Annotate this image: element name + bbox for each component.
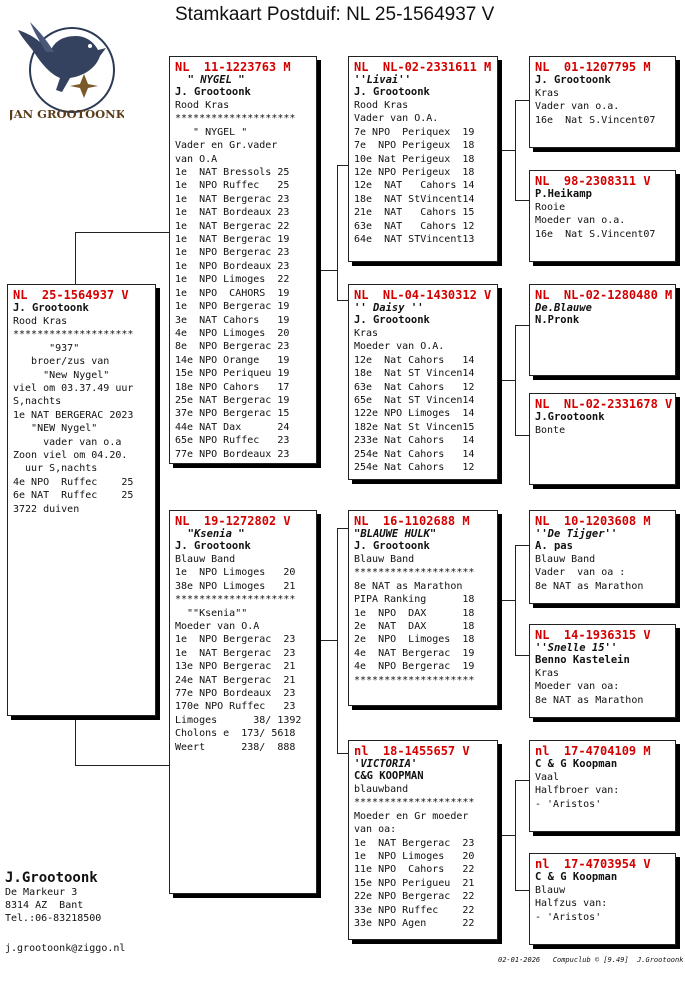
- owner-email[interactable]: j.grootoonk@ziggo.nl: [5, 943, 126, 954]
- info-line: 3722 duiven: [13, 503, 80, 515]
- breeder-name: J. Grootoonk: [354, 86, 430, 98]
- info-line: Rood Kras: [175, 100, 230, 111]
- pigeon-name: ''Snelle 15'': [535, 642, 618, 654]
- info-line: 64e NAT STVincent13: [354, 234, 475, 246]
- owner-phone: Tel.:06-83218500: [5, 913, 102, 924]
- pigeon-card-father[interactable]: [169, 56, 317, 464]
- info-line: Blauw Band: [175, 554, 236, 565]
- info-line: uur S,nachts: [13, 463, 98, 475]
- owner-info: [5, 870, 101, 925]
- breeder-name: C&G KOOPMAN: [354, 770, 424, 782]
- info-line: blauwband: [354, 784, 409, 795]
- info-line: 6e NAT Ruffec 25: [13, 490, 134, 502]
- info-line: Moeder van o.a.: [535, 215, 626, 227]
- info-line: Vader en Gr.vader: [175, 140, 278, 152]
- info-line: 15e NPO Perigueu 21: [354, 877, 475, 889]
- info-line: 65e NPO Ruffec 23: [175, 435, 290, 447]
- info-line: ********************: [13, 329, 134, 341]
- info-line: 14e NPO Orange 19: [175, 354, 290, 366]
- ring-number: NL 14-1936315 V: [535, 628, 651, 642]
- pigeon-card-mother[interactable]: [169, 510, 317, 894]
- info-line: 25e NAT Bergerac 19: [175, 394, 290, 406]
- ring-number: NL 25-1564937 V: [13, 288, 129, 302]
- breeder-name: J. Grootoonk: [175, 86, 251, 98]
- info-line: Rood Kras: [13, 316, 68, 327]
- pigeon-card-mother-father[interactable]: [348, 510, 498, 706]
- info-line: 1e NPO Bergerac 23: [175, 634, 296, 646]
- info-line: viel om 03.37.49 uur: [13, 383, 134, 395]
- owner-name: J.Grootoonk: [5, 870, 98, 886]
- breeder-name: C & G Koopman: [535, 871, 618, 883]
- info-line: 33e NPO Agen 22: [354, 918, 475, 930]
- info-line: 1e NAT Bergerac 23: [175, 193, 290, 205]
- info-line: 1e NAT BERGERAC 2023: [13, 409, 134, 421]
- info-line: 18e NPO Cahors 17: [175, 381, 290, 393]
- pigeon-name: "BLAUWE HULK": [354, 528, 437, 540]
- info-line: 63e NAT Cahors 12: [354, 220, 475, 232]
- info-line: Kras: [535, 668, 560, 679]
- info-line: Cholons e 173/ 5618: [175, 728, 296, 740]
- info-line: 18e NAT StVincent14: [354, 193, 475, 205]
- info-line: "New Nygel": [13, 369, 110, 381]
- info-line: 170e NPO Ruffec 23: [175, 701, 296, 713]
- info-line: Vaal: [535, 772, 560, 783]
- info-line: 1e NAT Bordeaux 23: [175, 207, 290, 219]
- owner-address: De Markeur 3: [5, 887, 78, 898]
- breeder-name: J. Grootoonk: [13, 302, 89, 314]
- info-line: 1e NPO Limoges 20: [175, 567, 296, 579]
- info-line: 77e NPO Bordeaux 23: [175, 448, 290, 460]
- pigeon-name: "Ksenia ": [175, 528, 245, 540]
- pigeon-card-mff[interactable]: [529, 510, 676, 604]
- info-line: ********************: [354, 567, 475, 579]
- info-line: ********************: [354, 674, 475, 686]
- ring-number: NL NL-02-1280480 M: [535, 288, 673, 302]
- info-line: Blauw Band: [535, 554, 596, 565]
- info-line: Moeder van O.A.: [354, 341, 445, 353]
- pigeon-card-fff[interactable]: [529, 56, 676, 148]
- breeder-name: J. Grootoonk: [535, 74, 611, 86]
- info-line: 8e NAT as Marathon: [354, 580, 463, 592]
- info-line: 44e NAT Dax 24: [175, 421, 290, 433]
- breeder-name: J.Grootoonk: [535, 411, 605, 423]
- pigeon-card-mmf[interactable]: [529, 740, 676, 832]
- pigeon-card-fmf[interactable]: [529, 284, 676, 376]
- info-line: 7e NPO Perigeux 18: [354, 140, 475, 152]
- pigeon-card-father-father[interactable]: [348, 56, 498, 262]
- breeder-name: C & G Koopman: [535, 758, 618, 770]
- info-line: 16e Nat S.Vincent07: [535, 228, 656, 240]
- info-line: 1e NPO DAX 18: [354, 607, 475, 619]
- info-line: 1e NAT Bergerac 23: [354, 837, 475, 849]
- info-line: 33e NPO Ruffec 22: [354, 904, 475, 916]
- info-line: 3e NAT Cahors 19: [175, 314, 290, 326]
- info-line: Vader van o.a.: [535, 101, 620, 113]
- info-line: 18e Nat ST Vincen14: [354, 368, 475, 380]
- ring-number: NL 11-1223763 M: [175, 60, 291, 74]
- info-line: Zoon viel om 04.20.: [13, 450, 128, 462]
- info-line: 1e NPO CAHORS 19: [175, 287, 290, 299]
- info-line: 1e NPO Bordeaux 23: [175, 260, 290, 272]
- pigeon-card-mother-mother[interactable]: [348, 740, 498, 940]
- info-line: broer/zus van: [13, 356, 110, 368]
- info-line: 10e Nat Perigeux 18: [354, 153, 475, 165]
- ring-number: nl 17-4703954 V: [535, 857, 651, 871]
- ring-number: NL 19-1272802 V: [175, 514, 291, 528]
- pigeon-card-mmm[interactable]: [529, 853, 676, 945]
- info-line: 7e NPO Periquex 19: [354, 126, 475, 138]
- info-line: 4e NPO Limoges 20: [175, 327, 290, 339]
- info-line: "NEW Nygel": [13, 423, 98, 435]
- svg-text:JAN GROOTOONK: JAN GROOTOONK: [10, 107, 124, 121]
- info-line: ********************: [175, 113, 296, 125]
- ring-number: NL 10-1203608 M: [535, 514, 651, 528]
- info-line: 233e Nat Cahors 14: [354, 435, 475, 447]
- info-line: 37e NPO Bergerac 15: [175, 408, 290, 420]
- info-line: Limoges 38/ 1392: [175, 714, 302, 726]
- info-line: 1e NAT Bergerac 22: [175, 220, 290, 232]
- info-line: - 'Aristos': [535, 911, 602, 923]
- info-line: Blauw Band: [354, 554, 415, 565]
- breeder-name: A. pas: [535, 540, 573, 552]
- info-line: 182e Nat St Vincen15: [354, 421, 475, 433]
- info-line: van O.A: [175, 153, 218, 165]
- ring-number: nl 18-1455657 V: [354, 744, 470, 758]
- info-line: 1e NPO Bergerac 23: [175, 247, 290, 259]
- info-line: 21e NAT Cahors 15: [354, 207, 475, 219]
- ring-number: NL NL-04-1430312 V: [354, 288, 492, 302]
- pigeon-name: " NYGEL ": [175, 74, 245, 86]
- breeder-name: J. Grootoonk: [354, 314, 430, 326]
- info-line: 2e NAT DAX 18: [354, 621, 475, 633]
- info-line: Halfbroer van:: [535, 785, 620, 797]
- info-line: 4e NAT Bergerac 19: [354, 647, 475, 659]
- info-line: 16e Nat S.Vincent07: [535, 114, 656, 126]
- info-line: 13e NPO Bergerac 21: [175, 661, 296, 673]
- info-line: Halfzus van:: [535, 898, 608, 910]
- info-line: Moeder van oa:: [535, 681, 620, 693]
- info-line: 38e NPO Limoges 21: [175, 580, 296, 592]
- footer-stamp: 02-01-2026 Compuclub © [9.49] J.Grootoonk: [498, 956, 684, 964]
- info-line: Kras: [354, 328, 379, 339]
- ring-number: NL NL-02-2331678 V: [535, 397, 673, 411]
- info-line: ""Ksenia"": [175, 607, 248, 619]
- info-line: Moeder van O.A: [175, 621, 260, 633]
- info-line: Blauw: [535, 885, 566, 896]
- info-line: 22e NPO Bergerac 22: [354, 891, 475, 903]
- info-line: 8e NPO Bergerac 23: [175, 341, 290, 353]
- info-line: 8e NAT as Marathon: [535, 580, 644, 592]
- pigeon-card-main[interactable]: [7, 284, 156, 716]
- pigeon-name: De.Blauwe: [535, 302, 592, 314]
- info-line: Rooie: [535, 202, 566, 213]
- info-line: Weert 238/ 888: [175, 741, 296, 753]
- pigeon-card-ffm[interactable]: [529, 170, 676, 262]
- info-line: ********************: [175, 594, 296, 606]
- pigeon-name: ''Livai'': [354, 74, 411, 86]
- info-line: 11e NPO Cahors 22: [354, 864, 475, 876]
- info-line: 2e NPO Limoges 18: [354, 634, 475, 646]
- info-line: 63e Nat Cahors 12: [354, 381, 475, 393]
- info-line: PIPA Ranking 18: [354, 594, 475, 606]
- info-line: 1e NPO Limoges 22: [175, 274, 290, 286]
- info-line: 4e NPO Ruffec 25: [13, 476, 134, 488]
- info-line: 4e NPO Bergerac 19: [354, 661, 475, 673]
- breeder-name: P.Heikamp: [535, 188, 592, 200]
- info-line: Rood Kras: [354, 100, 409, 111]
- breeder-name: N.Pronk: [535, 314, 580, 326]
- info-line: 12e NPO Perigeux 18: [354, 167, 475, 179]
- info-line: 1e NPO Ruffec 25: [175, 180, 290, 192]
- info-line: " NYGEL ": [175, 126, 248, 138]
- pigeon-card-mfm[interactable]: [529, 624, 676, 718]
- page-title: Stamkaart Postduif: NL 25-1564937 V: [175, 4, 495, 25]
- info-line: 24e NAT Bergerac 21: [175, 674, 296, 686]
- info-line: 8e NAT as Marathon: [535, 694, 644, 706]
- info-line: "937": [13, 342, 80, 354]
- pigeon-card-fmm[interactable]: [529, 393, 676, 485]
- ring-number: NL 01-1207795 M: [535, 60, 651, 74]
- info-line: 77e NPO Bordeaux 23: [175, 688, 296, 700]
- info-line: - 'Aristos': [535, 798, 602, 810]
- pigeon-card-father-mother[interactable]: [348, 284, 498, 480]
- pigeon-name: ''De Tijger'': [535, 528, 618, 540]
- ring-number: nl 17-4704109 M: [535, 744, 651, 758]
- info-line: vader van o.a: [13, 436, 122, 448]
- info-line: Moeder en Gr moeder: [354, 810, 469, 822]
- info-line: 12e Nat Cahors 14: [354, 354, 475, 366]
- ring-number: NL NL-02-2331611 M: [354, 60, 492, 74]
- info-line: 15e NPO Periqueu 19: [175, 368, 290, 380]
- info-line: van oa:: [354, 824, 397, 836]
- info-line: ********************: [354, 797, 475, 809]
- info-line: Kras: [535, 88, 560, 99]
- info-line: 12e NAT Cahors 14: [354, 180, 475, 192]
- info-line: 65e Nat ST Vincen14: [354, 395, 475, 407]
- ring-number: NL 98-2308311 V: [535, 174, 651, 188]
- info-line: 254e Nat Cahors 14: [354, 448, 475, 460]
- ring-number: NL 16-1102688 M: [354, 514, 470, 528]
- owner-city: 8314 AZ Bant: [5, 900, 84, 911]
- info-line: Vader van oa :: [535, 567, 626, 579]
- info-line: Vader van O.A.: [354, 113, 439, 125]
- pigeon-name: '' Daisy '': [354, 302, 424, 314]
- info-line: Bonte: [535, 425, 566, 436]
- info-line: S,nachts: [13, 396, 62, 408]
- breeder-name: Benno Kastelein: [535, 654, 630, 666]
- info-line: 254e Nat Cahors 12: [354, 462, 475, 474]
- info-line: 1e NPO Limoges 20: [354, 851, 475, 863]
- info-line: 1e NAT Bergerac 23: [175, 647, 296, 659]
- info-line: 122e NPO Limoges 14: [354, 408, 475, 420]
- info-line: 1e NAT Bergerac 19: [175, 234, 290, 246]
- pigeon-name: 'VICTORIA': [354, 758, 418, 770]
- info-line: 1e NPO Bergerac 19: [175, 301, 290, 313]
- breeder-name: J. Grootoonk: [354, 540, 430, 552]
- info-line: 1e NAT Bressols 25: [175, 167, 290, 179]
- breeder-name: J. Grootoonk: [175, 540, 251, 552]
- club-logo: [10, 12, 124, 124]
